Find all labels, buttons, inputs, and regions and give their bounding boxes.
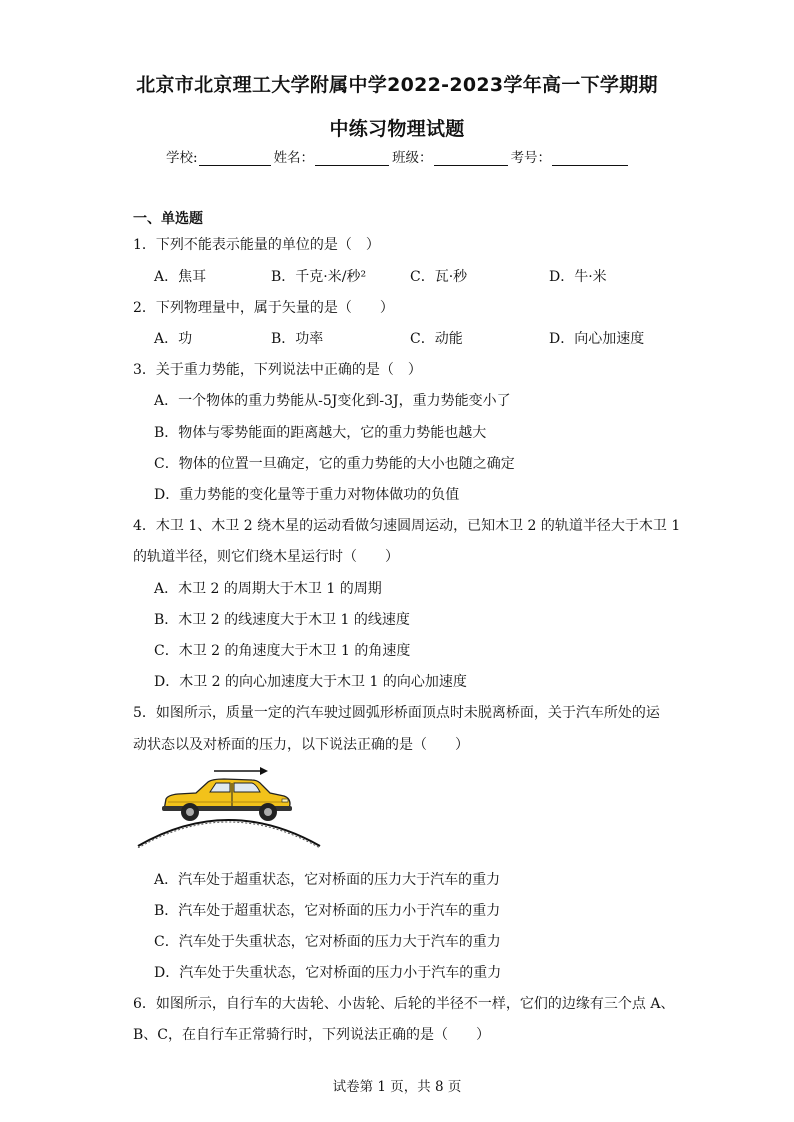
q3-option-b[interactable]: B．物体与零势能面的距离越大，它的重力势能也越大: [154, 425, 487, 441]
section-heading: 一、单选题: [133, 211, 203, 227]
q1-option-b[interactable]: B．千克·米/秒²: [271, 269, 367, 285]
q5-option-b[interactable]: B．汽车处于超重状态，它对桥面的压力小于汽车的重力: [154, 903, 501, 919]
q2-option-a[interactable]: A．功: [154, 331, 193, 347]
school-label: 学校:: [166, 150, 198, 166]
q6-stem-line-1: 6．如图所示，自行车的大齿轮、小齿轮、后轮的半径不一样，它们的边缘有三个点 A、: [133, 996, 675, 1012]
q3-option-a[interactable]: A．一个物体的重力势能从-5J变化到-3J，重力势能变小了: [154, 393, 511, 409]
q5-stem-line-2: 动状态以及对桥面的压力，以下说法正确的是（ ）: [133, 737, 469, 753]
q4-stem-line-1: 4．木卫 1、木卫 2 绕木星的运动看做匀速圆周运动，已知木卫 2 的轨道半径大于木卫 1: [133, 518, 681, 534]
number-blank[interactable]: [552, 151, 628, 166]
q4-stem-line-2: 的轨道半径，则它们绕木星运行时（ ）: [133, 549, 399, 565]
q1-option-a[interactable]: A．焦耳: [154, 269, 207, 285]
name-blank[interactable]: [315, 151, 389, 166]
q2-stem: 2．下列物理量中，属于矢量的是（ ）: [133, 300, 394, 316]
q4-option-a[interactable]: A．木卫 2 的周期大于木卫 1 的周期: [154, 581, 382, 597]
car-icon: [162, 779, 292, 821]
bridge-arc: [138, 820, 320, 846]
q4-option-d[interactable]: D．木卫 2 的向心加速度大于木卫 1 的向心加速度: [154, 674, 467, 690]
student-info-row: [166, 146, 631, 166]
class-blank[interactable]: [434, 151, 508, 166]
title-line-2: 中练习物理试题: [329, 118, 465, 140]
q1-option-d[interactable]: D．牛·米: [549, 269, 607, 285]
name-label: 姓名：: [273, 150, 315, 166]
q3-option-d[interactable]: D．重力势能的变化量等于重力对物体做功的负值: [154, 487, 460, 503]
q4-option-b[interactable]: B．木卫 2 的线速度大于木卫 1 的线速度: [154, 612, 410, 628]
q5-option-c[interactable]: C．汽车处于失重状态，它对桥面的压力大于汽车的重力: [154, 934, 501, 950]
q2-option-b[interactable]: B．功率: [271, 331, 324, 347]
q2-option-d[interactable]: D．向心加速度: [549, 331, 645, 347]
q5-option-d[interactable]: D．汽车处于失重状态，它对桥面的压力小于汽车的重力: [154, 965, 502, 981]
q5-stem-line-1: 5．如图所示，质量一定的汽车驶过圆弧形桥面顶点时未脱离桥面，关于汽车所处的运: [133, 705, 660, 721]
q5-option-a[interactable]: A．汽车处于超重状态，它对桥面的压力大于汽车的重力: [154, 872, 501, 888]
q1-option-c[interactable]: C．瓦·秒: [410, 269, 468, 285]
q3-stem: 3．关于重力势能，下列说法中正确的是（ ）: [133, 362, 422, 378]
q6-stem-line-2: B、C，在自行车正常骑行时，下列说法正确的是（ ）: [133, 1027, 490, 1043]
q4-option-c[interactable]: C．木卫 2 的角速度大于木卫 1 的角速度: [154, 643, 411, 659]
title-line-1: 北京市北京理工大学附属中学2022-2023学年高一下学期期: [136, 74, 658, 96]
page-footer: 试卷第 1 页，共 8 页: [332, 1079, 462, 1095]
q2-option-c[interactable]: C．动能: [410, 331, 463, 347]
q3-option-c[interactable]: C．物体的位置一旦确定，它的重力势能的大小也随之确定: [154, 456, 515, 472]
school-blank[interactable]: [199, 151, 271, 166]
class-label: 班级：: [392, 150, 433, 166]
q1-stem: 1．下列不能表示能量的单位的是（ ）: [133, 237, 380, 253]
number-label: 考号：: [510, 150, 552, 166]
motion-arrow-icon: [214, 767, 268, 775]
car-on-bridge-figure: [132, 762, 328, 848]
